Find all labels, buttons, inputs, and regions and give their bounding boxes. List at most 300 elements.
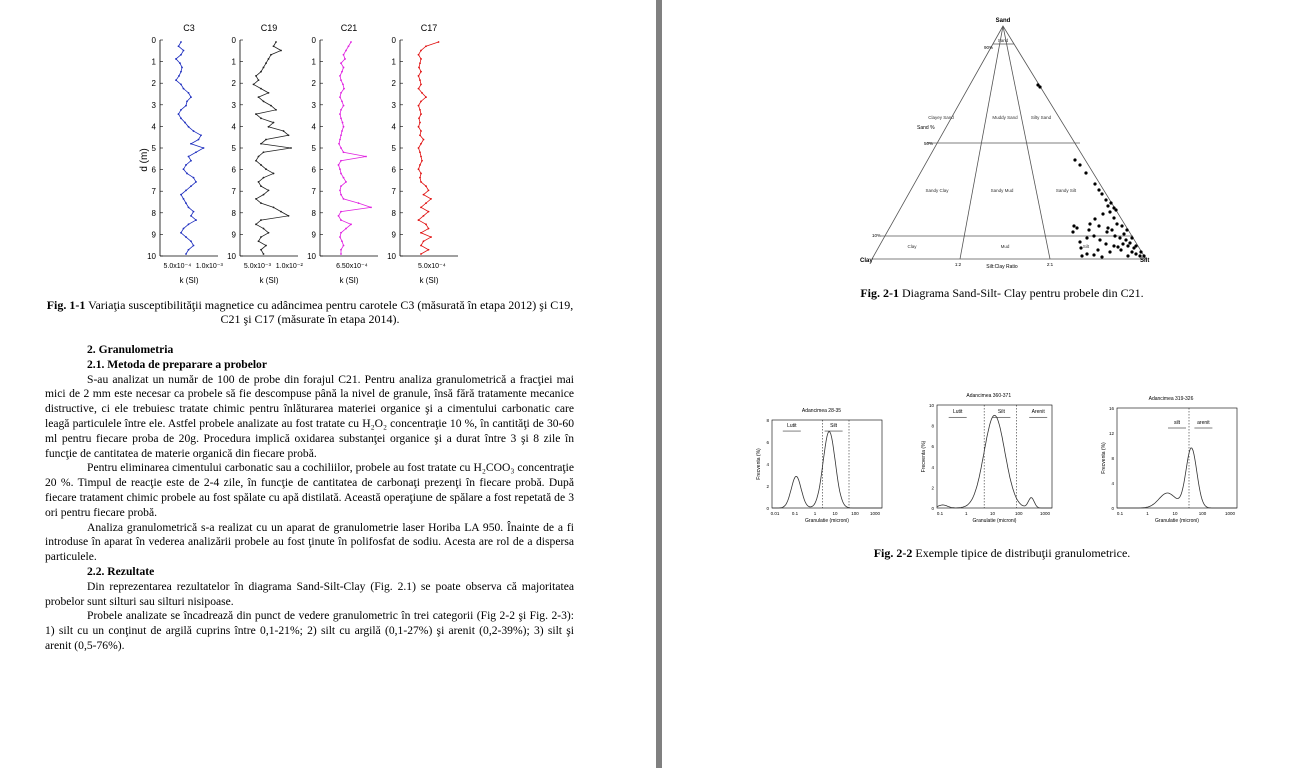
data-point xyxy=(184,122,186,124)
y-tick-label: 3 xyxy=(391,100,396,110)
data-point xyxy=(180,232,182,234)
sample-point xyxy=(1104,198,1107,201)
sample-point xyxy=(1126,254,1129,257)
data-point xyxy=(198,139,200,141)
sample-point xyxy=(1112,216,1115,219)
sample-point xyxy=(1072,224,1075,227)
y-tick-label: 2 xyxy=(931,485,934,491)
data-point xyxy=(185,105,187,107)
y-tick-label: 5 xyxy=(391,144,396,153)
y-tick-label: 7 xyxy=(311,187,316,197)
y-tick-label: 6 xyxy=(231,165,236,175)
y-tick-label: 6 xyxy=(931,444,934,450)
plot-frame xyxy=(937,405,1052,508)
data-point xyxy=(343,54,345,56)
data-point xyxy=(280,50,282,52)
data-point xyxy=(258,240,260,242)
y-tick-label: 5 xyxy=(231,144,236,153)
x-tick-label: 0.1 xyxy=(791,511,799,516)
y-tick-label: 1 xyxy=(311,57,316,67)
y-tick-label: 4 xyxy=(1111,481,1114,486)
data-point xyxy=(179,62,181,64)
y-tick-label: 8 xyxy=(311,208,316,218)
data-point xyxy=(186,100,188,102)
data-point xyxy=(419,151,421,153)
data-point xyxy=(203,147,205,149)
sample-point xyxy=(1075,226,1078,229)
y-tick-label: 4 xyxy=(391,122,396,132)
data-point xyxy=(180,109,182,111)
data-point xyxy=(340,109,342,111)
sample-point xyxy=(1093,182,1096,185)
y-tick-label: 4 xyxy=(311,122,316,132)
y-tick-label: 0 xyxy=(931,506,934,511)
sample-point xyxy=(1097,224,1100,227)
data-point xyxy=(283,130,285,132)
sample-point xyxy=(1113,234,1116,237)
x-tick-label: 6.50x10⁻⁴ xyxy=(336,263,368,270)
sample-point xyxy=(1100,192,1103,195)
data-point xyxy=(340,79,342,81)
data-point xyxy=(288,134,290,136)
x-tick-label: 100 xyxy=(1014,511,1023,516)
data-point xyxy=(340,249,342,251)
sample-point xyxy=(1112,244,1115,247)
data-point xyxy=(255,75,257,77)
data-point xyxy=(419,177,421,179)
chart-title: Adancimea 360-371 xyxy=(966,393,1012,399)
chart-title: Adancimea 319-326 xyxy=(1148,396,1194,402)
x-axis-label: Granulatie (microni) xyxy=(805,518,849,524)
data-point xyxy=(260,219,262,221)
y-tick-label: 7 xyxy=(231,187,236,197)
y-tick-label: 10 xyxy=(307,252,316,261)
panel-c21 xyxy=(307,23,378,285)
tick-50: 50% xyxy=(924,141,934,146)
data-point xyxy=(418,75,420,77)
data-point xyxy=(358,202,360,204)
data-point xyxy=(425,45,427,47)
caption-label: Fig. 1-1 xyxy=(46,298,86,312)
data-point xyxy=(338,143,340,145)
data-point xyxy=(273,173,275,175)
data-point xyxy=(273,206,275,208)
data-point xyxy=(420,253,422,255)
sample-point xyxy=(1109,201,1112,204)
data-point xyxy=(186,173,188,175)
sample-point xyxy=(1100,255,1103,258)
panel-title: C19 xyxy=(260,23,278,33)
x-axis-label: k (SI) xyxy=(419,276,439,285)
data-point xyxy=(339,113,341,115)
sample-point xyxy=(1097,188,1100,191)
field-sandy-silt: Sandy Silt xyxy=(1055,188,1077,193)
data-point xyxy=(423,139,425,141)
data-point xyxy=(339,168,341,170)
data-point xyxy=(428,190,430,192)
data-point xyxy=(420,181,422,183)
distribution-curve xyxy=(937,415,1052,508)
apex-sand-label: Sand xyxy=(995,18,1011,24)
figure-2-1-ternary-diagram xyxy=(662,0,1312,280)
document-page-right xyxy=(662,0,1312,768)
x-tick-label: 100 xyxy=(851,511,859,516)
x-tick-label: 10 xyxy=(832,511,838,516)
sand-percent-label: Sand % xyxy=(917,125,935,131)
y-tick-label: 6 xyxy=(766,440,769,445)
field-sand: Sand xyxy=(997,38,1009,43)
data-point xyxy=(258,79,260,81)
data-point xyxy=(425,185,427,187)
data-point xyxy=(418,67,420,69)
grain-chart-3 xyxy=(1101,396,1237,524)
sample-point xyxy=(1104,242,1107,245)
data-point xyxy=(260,117,262,119)
data-point xyxy=(418,147,420,149)
y-axis-label: d (m) xyxy=(139,148,150,172)
x-tick-label: 1000 xyxy=(1224,511,1236,516)
data-point xyxy=(180,41,182,43)
y-axis-label: Frecventa (%) xyxy=(756,448,762,480)
sample-point xyxy=(1101,212,1104,215)
sample-point xyxy=(1093,217,1096,220)
y-tick-label: 6 xyxy=(151,165,156,175)
data-point xyxy=(428,228,430,230)
tick-2-1: 2:1 xyxy=(1046,262,1054,267)
y-tick-label: 3 xyxy=(151,100,156,110)
field-silt: Silt xyxy=(1082,244,1090,249)
data-point xyxy=(195,151,197,153)
sample-point xyxy=(1134,244,1137,247)
paragraph-1: S-au analizat un număr de 100 de probe din forajul C21. Pentru analiza granulometrică a fracţiei mai mici de 2 mm este necesar ca probele să fie descompuse până la nivel de granule, însă fără tratamente mecanice distructive, ci ele trebuiesc tratate chimic pentru înlăturarea materiei organice şi a cimentului carbonatic care leagă particulele între ele. Astfel probele analizate au fost tratate cu H₂O₂ concentraţie 10 %, în cantităţi de 30-60 ml pentru fiecare proba de 20g. Procedura implică oxidarea substanţei organice şi a durat între 3 şi 8 zile în funcţie de cantitatea de materie organică din fiecare probă. xyxy=(45,372,574,460)
data-point xyxy=(270,105,272,107)
sample-point xyxy=(1106,226,1109,229)
data-point xyxy=(420,130,422,132)
data-point xyxy=(263,100,265,102)
sample-point xyxy=(1124,238,1127,241)
data-point xyxy=(263,67,265,69)
y-tick-label: 3 xyxy=(231,100,236,110)
data-point xyxy=(423,240,425,242)
figure-2-2-caption xyxy=(812,546,1192,560)
y-tick-label: 9 xyxy=(391,230,396,240)
y-tick-label: 7 xyxy=(391,187,396,197)
data-point xyxy=(420,245,422,247)
y-tick-label: 6 xyxy=(391,165,396,175)
sample-point xyxy=(1078,240,1081,243)
y-tick-label: 8 xyxy=(931,423,934,429)
y-tick-label: 0 xyxy=(311,36,316,45)
y-tick-label: 4 xyxy=(151,122,156,132)
data-point xyxy=(340,62,342,64)
y-tick-label: 5 xyxy=(151,144,156,153)
data-point xyxy=(370,206,372,208)
sample-point xyxy=(1096,248,1099,251)
data-point xyxy=(183,198,185,200)
data-point xyxy=(343,88,345,90)
panel-c19 xyxy=(227,23,303,285)
data-point xyxy=(365,156,367,158)
tick-10: 10% xyxy=(872,233,882,238)
y-tick-label: 0 xyxy=(391,36,396,45)
y-tick-label: 10 xyxy=(387,252,396,261)
document-body xyxy=(45,343,574,654)
y-tick-label: 2 xyxy=(391,79,396,89)
field-muddy-sand: Muddy Sand xyxy=(992,115,1018,120)
data-point xyxy=(268,232,270,234)
data-point xyxy=(273,122,275,124)
data-point xyxy=(420,173,422,175)
y-tick-label: 3 xyxy=(311,100,316,110)
sample-point xyxy=(1087,228,1090,231)
data-point xyxy=(343,245,345,247)
x-tick-label: 1000 xyxy=(869,511,881,516)
y-tick-label: 0 xyxy=(231,36,236,45)
data-point xyxy=(345,228,347,230)
x-tick-label: 0.1 xyxy=(1116,511,1124,516)
sample-point xyxy=(1142,254,1145,257)
data-point xyxy=(268,126,270,128)
sample-point xyxy=(1078,163,1081,166)
field-clay: Clay xyxy=(907,244,917,249)
data-point xyxy=(263,194,265,196)
data-point xyxy=(178,45,180,47)
field-sandy-mud: Sandy Mud xyxy=(990,188,1014,193)
series-line xyxy=(254,42,292,254)
data-point xyxy=(340,147,342,149)
caption-label: Fig. 2-1 xyxy=(860,286,900,300)
data-point xyxy=(343,67,345,69)
figure-1-1-caption xyxy=(40,298,580,326)
y-tick-label: 9 xyxy=(151,230,156,240)
data-point xyxy=(260,236,262,238)
field-mud: Mud xyxy=(1000,244,1010,249)
data-point xyxy=(419,134,421,136)
tick-90: 90% xyxy=(984,45,994,50)
data-point xyxy=(340,194,342,196)
data-point xyxy=(260,143,262,145)
data-point xyxy=(339,190,341,192)
sample-point xyxy=(1118,236,1121,239)
data-point xyxy=(195,181,197,183)
field-clayey-sand: Clayey Sand xyxy=(928,115,954,120)
data-point xyxy=(418,168,420,170)
data-point xyxy=(190,160,192,162)
x-tick-label: 5.0x10⁻⁴ xyxy=(418,263,446,270)
plot-frame xyxy=(772,420,882,508)
sample-point xyxy=(1139,250,1142,253)
caption-label: Fig. 2-2 xyxy=(873,546,913,560)
x-tick-label: 1 xyxy=(1146,511,1149,516)
data-point xyxy=(265,168,267,170)
sample-point xyxy=(1108,250,1111,253)
data-point xyxy=(255,113,257,115)
apex-clay-label: Clay xyxy=(860,258,873,264)
data-point xyxy=(263,177,265,179)
data-point xyxy=(190,96,192,98)
sample-point xyxy=(1126,244,1129,247)
data-point xyxy=(263,253,265,255)
data-point xyxy=(193,211,195,213)
sample-point xyxy=(1085,252,1088,255)
data-point xyxy=(343,105,345,107)
sample-point xyxy=(1085,236,1088,239)
y-tick-label: 2 xyxy=(231,79,236,89)
heading-rezultate: 2.2. Rezultate xyxy=(87,564,155,578)
y-tick-label: 10 xyxy=(227,252,236,261)
y-tick-label: 2 xyxy=(311,79,316,89)
data-point xyxy=(260,164,262,166)
x-tick-label: 0.01 xyxy=(770,511,780,516)
chart-title: Adancimea 28-35 xyxy=(801,408,842,414)
data-point xyxy=(188,249,190,251)
data-point xyxy=(341,130,343,132)
data-point xyxy=(343,151,345,153)
data-point xyxy=(339,139,341,141)
sample-point xyxy=(1134,252,1137,255)
x-tick-label: 1 xyxy=(964,511,968,516)
data-point xyxy=(339,75,341,77)
y-tick-label: 1 xyxy=(391,57,396,67)
data-point xyxy=(275,109,277,111)
data-point xyxy=(428,211,430,213)
data-point xyxy=(350,223,352,225)
class-label: Lutit xyxy=(787,423,797,430)
figure-2-1-caption xyxy=(812,286,1192,300)
caption-text: Diagrama Sand-Silt- Clay pentru probele din C21. xyxy=(899,286,1144,300)
data-point xyxy=(430,198,432,200)
data-point xyxy=(188,223,190,225)
data-point xyxy=(420,100,422,102)
data-point xyxy=(418,88,420,90)
y-tick-label: 2 xyxy=(151,79,156,89)
sample-point xyxy=(1122,232,1125,235)
data-point xyxy=(268,92,270,94)
data-point xyxy=(265,245,267,247)
data-point xyxy=(268,190,270,192)
data-point xyxy=(338,215,340,217)
paragraph-2: Pentru eliminarea cimentului carbonatic sau a cochiliilor, probele au fost tratate cu H₂COO₃ concentraţie 20 %. Timpul de reacţie este de 2-4 zile, în funcţie de cantitatea de carbonaţi prezenţi în fiecare probă. După fiecare tratament chimic probele au fost spălate cu apă distilată. Această operaţiune de spălare a fost repetată de 3 ori pentru fiecare probă. xyxy=(45,461,574,519)
data-point xyxy=(188,206,190,208)
y-tick-label: 5 xyxy=(311,144,316,153)
sample-point xyxy=(1108,210,1111,213)
data-point xyxy=(438,41,440,43)
data-point xyxy=(419,62,421,64)
sample-point xyxy=(1038,85,1041,88)
y-tick-label: 8 xyxy=(1111,456,1114,461)
y-tick-label: 12 xyxy=(1108,431,1114,436)
silt-clay-ratio-label: Silt:Clay Ratio xyxy=(986,264,1018,270)
sample-point xyxy=(1092,253,1095,256)
data-point xyxy=(419,164,421,166)
data-point xyxy=(188,92,190,94)
data-point xyxy=(258,156,260,158)
data-point xyxy=(183,88,185,90)
sample-point xyxy=(1106,204,1109,207)
data-point xyxy=(341,100,343,102)
y-tick-label: 16 xyxy=(1108,406,1114,411)
x-tick-label: 5.0x10⁻³ xyxy=(243,263,271,270)
data-point xyxy=(265,62,267,64)
data-point xyxy=(340,160,342,162)
y-tick-label: 7 xyxy=(151,187,156,197)
class-label: Lutit xyxy=(952,409,963,416)
data-point xyxy=(425,96,427,98)
class-label: silt xyxy=(1173,420,1181,426)
data-point xyxy=(340,211,342,213)
data-point xyxy=(420,50,422,52)
sample-point xyxy=(1073,158,1076,161)
data-point xyxy=(190,240,192,242)
data-point xyxy=(420,113,422,115)
data-point xyxy=(280,211,282,213)
data-point xyxy=(420,143,422,145)
y-axis-label: Frecventa (%) xyxy=(1101,442,1107,474)
field-silty-sand: Silty Sand xyxy=(1030,115,1052,120)
data-point xyxy=(253,84,255,86)
data-point xyxy=(341,240,343,242)
data-point xyxy=(258,181,260,183)
y-tick-label: 8 xyxy=(766,418,769,423)
data-point xyxy=(340,134,342,136)
data-point xyxy=(340,219,342,221)
sample-point xyxy=(1084,171,1087,174)
y-tick-label: 4 xyxy=(931,464,934,470)
data-point xyxy=(418,219,420,221)
data-point xyxy=(428,249,430,251)
data-point xyxy=(255,160,257,162)
series-line xyxy=(419,42,439,254)
data-point xyxy=(345,181,347,183)
data-point xyxy=(419,109,421,111)
data-point xyxy=(255,198,257,200)
sample-point xyxy=(1092,234,1095,237)
x-axis-label: k (SI) xyxy=(259,276,279,285)
x-tick-label: 0.1 xyxy=(936,511,944,516)
data-point xyxy=(193,130,195,132)
sample-point xyxy=(1128,241,1131,244)
sample-point xyxy=(1115,222,1118,225)
apex-silt-label: Silt xyxy=(1140,258,1150,264)
data-point xyxy=(340,185,342,187)
data-point xyxy=(348,45,350,47)
sample-point xyxy=(1088,222,1091,225)
x-tick-label: 1000 xyxy=(1039,511,1051,516)
sample-point xyxy=(1105,230,1108,233)
panel-c3 xyxy=(147,23,223,285)
data-point xyxy=(268,58,270,60)
data-point xyxy=(418,105,420,107)
x-tick-label: 1 xyxy=(813,511,817,516)
sample-point xyxy=(1138,254,1141,257)
data-point xyxy=(183,50,185,52)
data-point xyxy=(185,236,187,238)
data-point xyxy=(344,58,346,60)
panel-title: C17 xyxy=(420,23,438,33)
data-point xyxy=(423,194,425,196)
data-point xyxy=(420,84,422,86)
class-label: Silt xyxy=(997,409,1005,416)
paragraph-4: Din reprezentarea rezultatelor în diagrama Sand-Silt-Clay (Fig. 2.1) se poate observa că majoritatea probelor sunt silturi sau silturi nisipoase. xyxy=(45,579,574,608)
data-point xyxy=(185,164,187,166)
data-point xyxy=(260,185,262,187)
y-tick-label: 0 xyxy=(1111,506,1114,511)
data-point xyxy=(420,206,422,208)
caption-text: Exemple tipice de distribuţii granulometrice. xyxy=(912,546,1131,560)
data-point xyxy=(425,223,427,225)
x-axis-label: Granulatie (microni) xyxy=(972,518,1017,524)
data-point xyxy=(342,84,344,86)
